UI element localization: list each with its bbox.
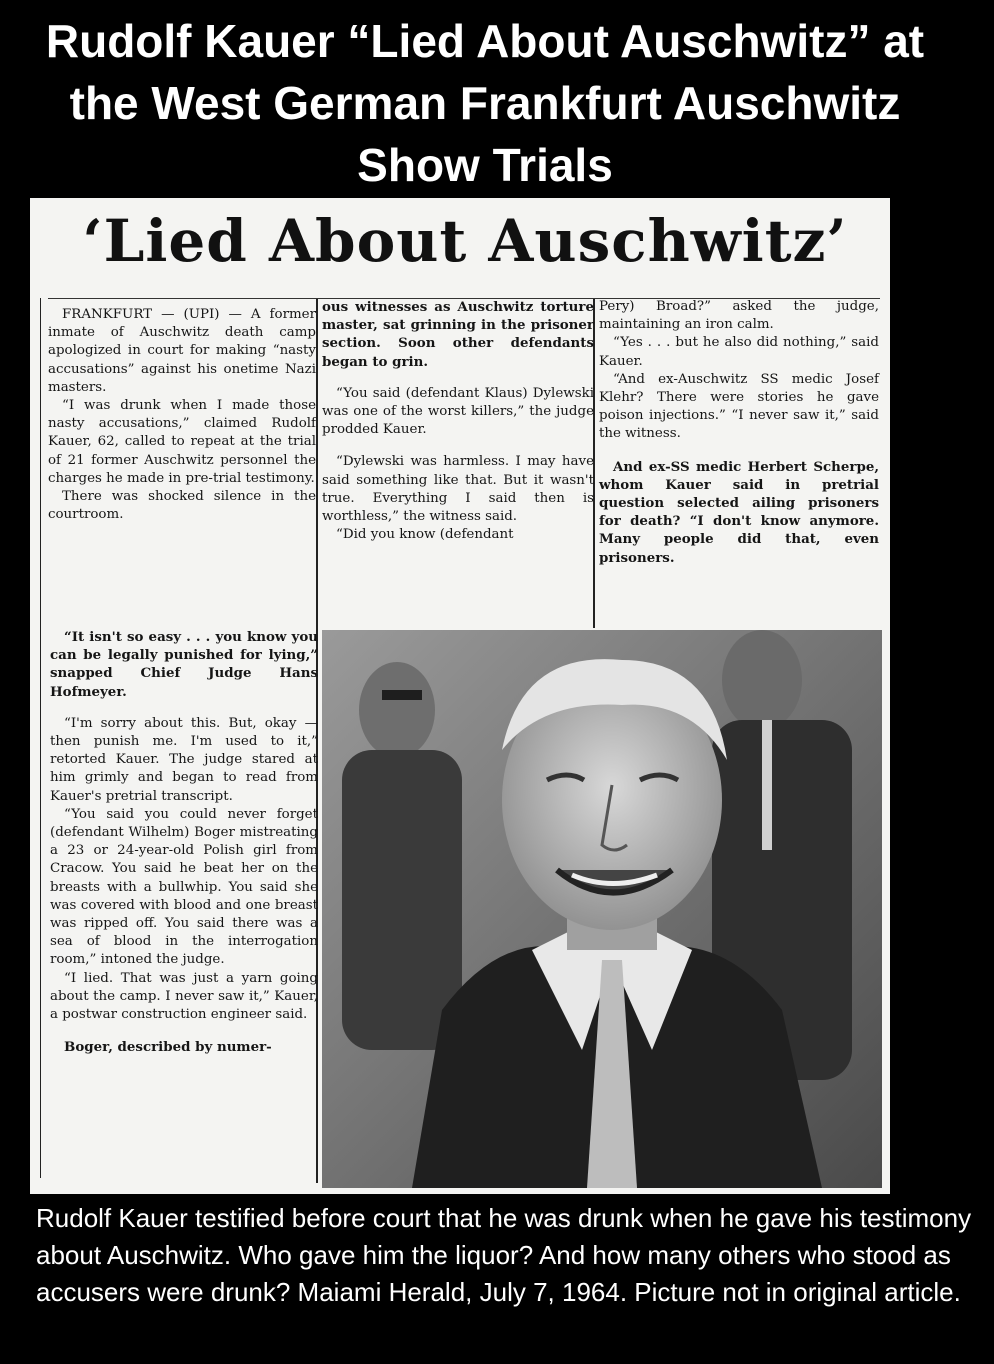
page-title: Rudolf Kauer “Lied About Auschwitz” at the West German Frankfurt Auschwitz Show Trials (45, 15, 925, 191)
article-headline: ‘Lied About Auschwitz’ (82, 207, 848, 275)
col3-paragraph: Pery) Broad?” asked the judge, maintaining an iron calm. (599, 299, 879, 333)
portrait-photo (322, 630, 882, 1188)
article-column-2 (322, 298, 594, 544)
image-caption: Rudolf Kauer testified before court that he was drunk when he gave his testimony about Auschwitz. Who gave him the liquor? And how many others who stood as accusers were drunk? Maiami Herald, July 7, 1964. Picture not in original article. (36, 1203, 972, 1307)
article-column-1-continued (50, 628, 318, 1056)
col1-paragraph: FRANKFURT — (UPI) — A former inmate of Auschwitz death camp apologized in court for making “nasty accusations” against his onetime Nazi masters. (48, 307, 316, 395)
column-rule-left (40, 298, 41, 1178)
col2-paragraph: “Did you know (defendant (336, 527, 514, 543)
col1b-paragraph: “I lied. That was just a yarn going about the camp. I never saw it,” Kauer, a postwar construction engineer said. (50, 970, 318, 1023)
col1-paragraph: “I was drunk when I made those nasty accusations,” claimed Rudolf Kauer, 62, called to repeat at the trial of 21 former Auschwitz personnel the charges he made in pre-trial testimony. (48, 398, 316, 486)
col1b-paragraph: “You said you could never forget (defendant Wilhelm) Boger mistreating a 23 or 24-year-old Polish girl from Cracow. You said he beat her on the breasts with a bullwhip. You said she was covered with blood and one breast was ripped off. You said there was a sea of blood in the interrogation room,” intoned the judge. (50, 806, 318, 968)
col1b-paragraph: “It isn't so easy . . . you know you can be legally punished for lying,” snapped Chief Judge Hans Hofmeyer. (50, 629, 318, 700)
article-column-1 (48, 306, 316, 524)
col2-paragraph: “You said (defendant Klaus) Dylewski was one of the worst killers,” the judge prodded Kauer. (322, 385, 594, 438)
col3-paragraph: “Yes . . . but he also did nothing,” said Kauer. (599, 335, 879, 369)
col1b-paragraph: “I'm sorry about this. But, okay — then punish me. I'm used to it,” retorted Kauer. The judge stared at him grimly and began to read from Kauer's pretrial transcript. (50, 715, 318, 804)
col1-paragraph: There was shocked silence in the courtroom. (48, 489, 316, 523)
col2-paragraph: “Dylewski was harmless. I may have said something like that. But it wasn't true. Everything I said then is worthless,” the witness said. (322, 454, 594, 525)
col2-paragraph: ous witnesses as Auschwitz torture master, sat grinning in the prisoner section. Soon other defendants began to grin. (322, 299, 594, 370)
article-column-3 (599, 298, 879, 567)
newspaper-clipping (30, 198, 890, 1194)
col3-paragraph: “And ex-Auschwitz SS medic Josef Klehr? There were stories he gave poison injections.” “I never saw it,” said the witness. (599, 371, 879, 442)
col1b-paragraph: Boger, described by numer- (64, 1039, 272, 1056)
col3-paragraph: And ex-SS medic Herbert Scherpe, whom Kauer said in pretrial question selected ailing prisoners for death? “I don't know anymore. Many people did that, even prisoners. (599, 458, 879, 566)
portrait-illustration (322, 630, 882, 1188)
